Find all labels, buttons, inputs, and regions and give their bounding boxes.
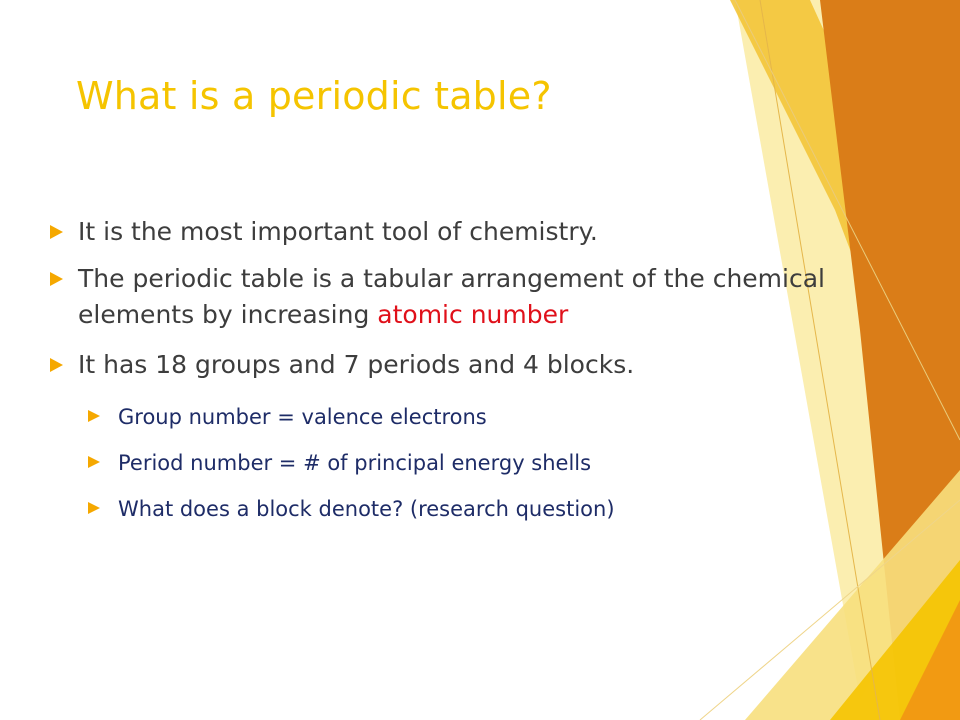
sub-bullet-arrow-icon: [88, 502, 100, 514]
highlighted-term: atomic number: [377, 300, 569, 329]
bullet-text: The periodic table is a tabular arrangement of the chemical elements by increasing: [78, 264, 825, 329]
bullet-text: It has 18 groups and 7 periods and 4 blocks.: [78, 350, 635, 379]
slide-title: What is a periodic table?: [76, 74, 552, 118]
bullet-arrow-icon: [50, 272, 63, 286]
bullet-arrow-icon: [50, 225, 63, 239]
sub-bullet-text: Group number = valence electrons: [118, 405, 487, 429]
sub-bullet-text: What does a block denote? (research question): [118, 497, 615, 521]
sub-bullet-item: [84, 449, 836, 477]
sub-bullet-arrow-icon: [88, 410, 100, 422]
bullet-item: [46, 214, 836, 250]
bullet-text: It is the most important tool of chemistry.: [78, 217, 598, 246]
sub-bullet-arrow-icon: [88, 456, 100, 468]
bullet-list: [46, 214, 836, 541]
sub-bullet-text: Period number = # of principal energy shells: [118, 451, 592, 475]
bullet-item: [46, 347, 836, 383]
bullet-arrow-icon: [50, 358, 63, 372]
bullet-item: [46, 261, 836, 333]
sub-bullet-item: [84, 495, 836, 523]
sub-bullet-item: [84, 403, 836, 431]
